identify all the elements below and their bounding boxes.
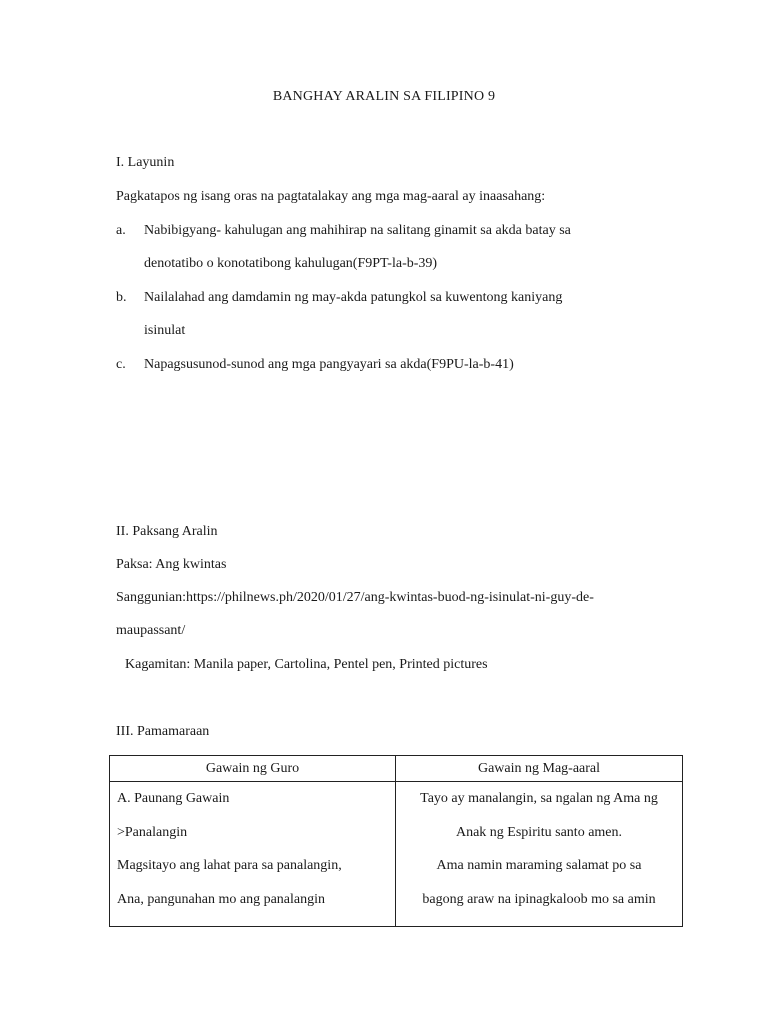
objective-marker-a: a.	[116, 223, 126, 238]
table-row	[110, 782, 683, 927]
objective-a-line-1: Nabibigyang- kahulugan ang mahihirap na salitang ginamit sa akda batay sa	[144, 223, 571, 238]
column-header-guro: Gawain ng Guro	[110, 756, 396, 782]
objective-b-line-1: Nailalahad ang damdamin ng may-akda patungkol sa kuwentong kaniyang	[144, 290, 563, 305]
guro-line: >Panalangin	[117, 824, 188, 840]
kagamitan-text: Kagamitan: Manila paper, Cartolina, Pentel pen, Printed pictures	[125, 657, 488, 672]
mag-aaral-cell	[396, 782, 683, 927]
table-header-row	[110, 756, 683, 782]
sanggunian-line-1: Sanggunian:https://philnews.ph/2020/01/27/ang-kwintas-buod-ng-isinulat-ni-guy-de-	[116, 590, 594, 605]
page-title: BANGHAY ARALIN SA FILIPINO 9	[272, 89, 496, 104]
objectives-intro: Pagkatapos ng isang oras na pagtatalakay ang mga mag-aaral ay inaasahang:	[116, 189, 546, 204]
mag-aaral-line: Anak ng Espiritu santo amen.	[455, 824, 623, 840]
objective-a-line-2: denotatibo o konotatibong kahulugan(F9PT-la-b-39)	[144, 256, 438, 271]
section-heading-paksang-aralin: II. Paksang Aralin	[116, 524, 218, 539]
mag-aaral-line: bagong araw na ipinagkaloob mo sa amin	[422, 891, 656, 907]
objective-marker-c: c.	[116, 357, 126, 372]
objective-c-line-1: Napagsusunod-sunod ang mga pangyayari sa akda(F9PU-la-b-41)	[144, 357, 514, 372]
sanggunian-line-2: maupassant/	[116, 623, 186, 638]
procedure-table	[109, 755, 683, 927]
guro-line: A. Paunang Gawain	[117, 791, 230, 806]
column-header-mag-aaral: Gawain ng Mag-aaral	[396, 756, 683, 782]
section-heading-pamamaraan: III. Pamamaraan	[116, 724, 210, 739]
guro-line: Ana, pangunahan mo ang panalangin	[117, 891, 325, 907]
mag-aaral-line: Tayo ay manalangin, sa ngalan ng Ama ng	[420, 791, 658, 806]
guro-line: Magsitayo ang lahat para sa panalangin,	[117, 858, 342, 873]
guro-cell	[110, 782, 396, 927]
section-heading-layunin: I. Layunin	[116, 155, 175, 170]
objective-b-line-2: isinulat	[144, 323, 186, 338]
paksa-text: Paksa: Ang kwintas	[116, 557, 227, 572]
objective-marker-b: b.	[116, 290, 127, 305]
mag-aaral-line: Ama namin maraming salamat po sa	[436, 858, 642, 873]
